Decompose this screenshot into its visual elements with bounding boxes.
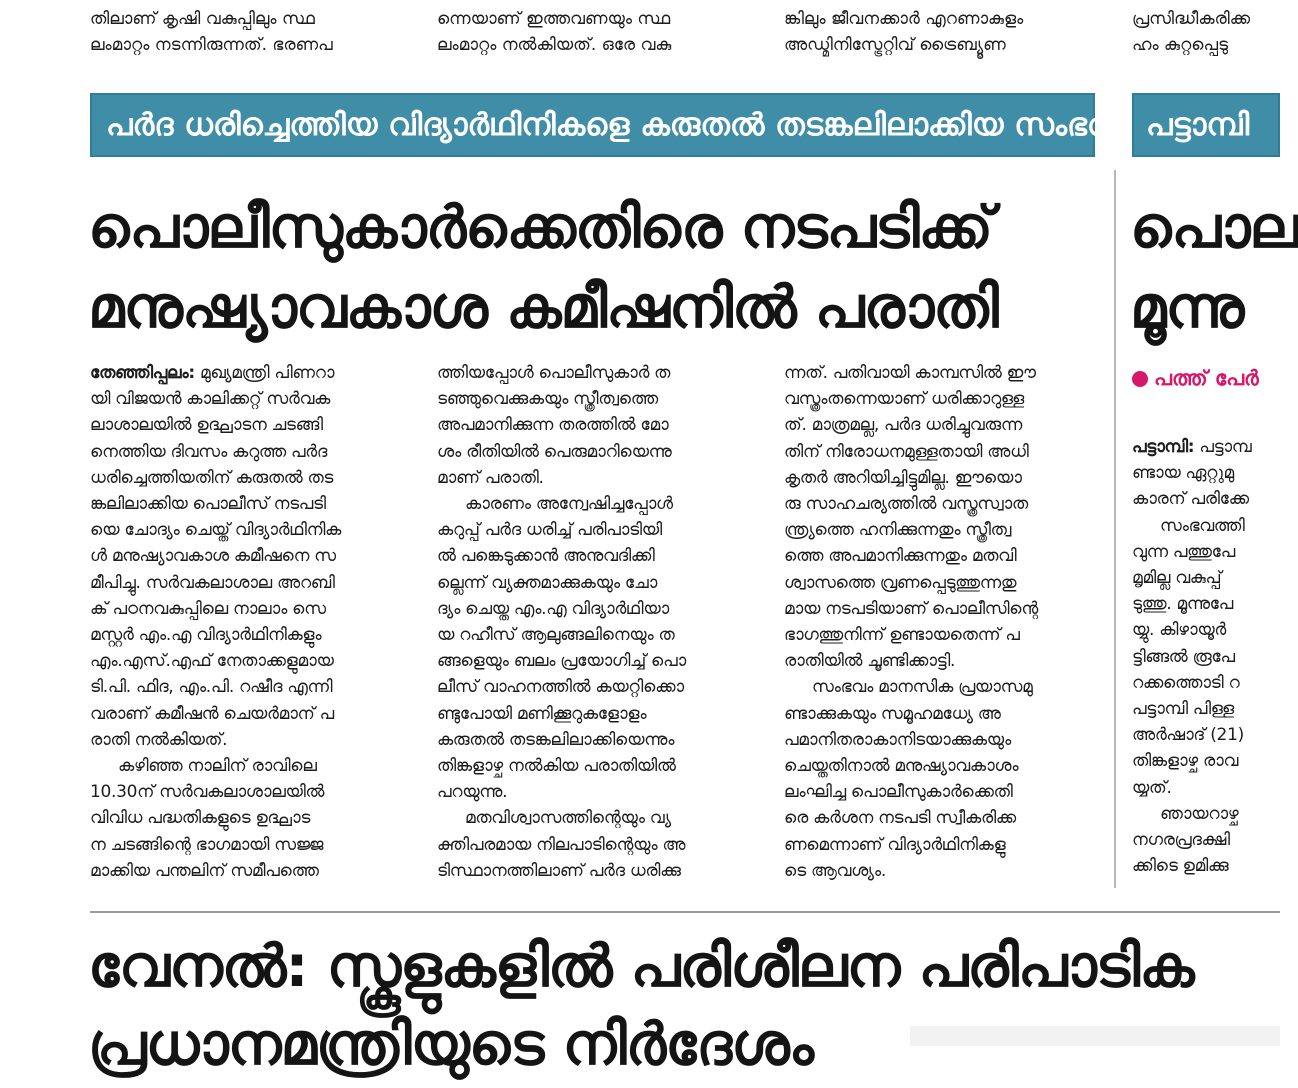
body-line: മീപിച്ചു. സർവകലാശാല അറബി: [90, 572, 335, 593]
body-line: ൽ പങ്കെടുക്കാൻ അനുവദിക്കി: [437, 546, 655, 567]
dateline: തേഞ്ഞിപ്പലം:: [90, 363, 195, 383]
side-subhead: [1132, 366, 1280, 391]
body-line: യ റഹീസ് ആലുങ്ങലിനെയും ത: [437, 625, 675, 646]
body-line: ങ്ങളെയും ബലം പ്രയോഗിച്ച് പൊ: [437, 651, 686, 672]
body-line: ഭാഗത്തുനിന്ന് ഉണ്ടായതെന്ന് പ: [784, 625, 1020, 646]
body-line: ണ്ടുപോയി മണിക്കൂറുകളോളം: [437, 703, 647, 724]
body-line: സംഭവത്തി: [1160, 515, 1245, 536]
top-strip-col2: [437, 6, 757, 58]
main-body-col2: [437, 360, 755, 884]
body-line: ടുത്തു. മൂന്നുപേ: [1132, 594, 1234, 615]
text-line: ന്നെയാണ് ഇത്തവണയും സ്ഥ: [437, 9, 671, 29]
body-line: യ്യത്.: [1132, 777, 1172, 798]
body-line: ണ്ടായ ഏറ്റുമു: [1132, 463, 1234, 484]
body-line: ചെയ്തതിനാൽ മനുഷ്യാവകാശം: [784, 756, 1019, 777]
text-line: ഹം കുറ്റപ്പെടു: [1132, 35, 1228, 55]
body-line: ത്. മാത്രമല്ല, പർദ ധരിച്ചുവരുന്ന: [784, 415, 1022, 436]
text-line: അഡ്മിനിസ്ട്രേറ്റിവ് ട്രൈബ്യൂണ: [784, 35, 1006, 55]
body-line: യെ ചോദ്യം ചെയ്ത് വിദ്യാർഥിനിക: [90, 520, 342, 541]
body-line: മാണ് പരാതി.: [437, 467, 544, 488]
body-line: ലംഘിച്ച പൊലീസുകാർക്കെതി: [784, 782, 1013, 803]
body-line: ക്തിപരമായ നിലപാടിന്റെയും അ: [437, 834, 686, 855]
body-line: തിങ്കളാഴ്ച രാവ: [1132, 751, 1239, 772]
body-line: [90, 360, 408, 386]
body-line: ടെ ആവശ്യം.: [784, 860, 886, 881]
body-line: ത്തിയപ്പോൾ പൊലീസുകാർ ത: [437, 363, 671, 383]
text-line: തിലാണ് കൃഷി വകുപ്പിലും സ്ഥ: [90, 9, 315, 29]
body-line: രാതിയിൽ ചൂണ്ടിക്കാട്ടി.: [784, 651, 956, 672]
body-line: ലാശാലയിൽ ഉദ്ഘാടന ചടങ്ങി: [90, 415, 323, 436]
body-line: ടഞ്ഞുവെക്കുകയും സ്ത്രീത്വത്തെ: [437, 389, 658, 410]
body-line: ശ്വാസത്തെ വ്രണപ്പെടുത്തുന്നതു: [784, 572, 1017, 593]
bottom-headline-line1: വേനൽ: സ്കൂളുകളിൽ പരിശീലന പരിപാടിക: [88, 932, 1194, 1000]
text-line: ലംമാറ്റം നൽകിയത്. ഒരേ വകു: [437, 35, 672, 55]
body-line: ശം രീതിയിൽ പെരുമാറിയെന്നു: [437, 441, 672, 462]
body-line: ട്ടിങ്ങൽ രൂപേ: [1132, 646, 1235, 667]
body-line: നെത്തിയ ദിവസം കറുത്ത പർദ: [90, 441, 328, 462]
column-divider: [1114, 170, 1116, 888]
body-line: യി വിജയൻ കാലിക്കറ്റ് സർവക: [90, 389, 331, 410]
body-line: റക്കത്തൊടി റ: [1132, 672, 1240, 693]
text-line: ലംമാറ്റം നടന്നിരുന്നത്. ഭരണപ: [90, 35, 333, 55]
side-subhead-text: പത്ത് പേർ: [1154, 366, 1259, 390]
top-strip-col4: [1132, 6, 1280, 58]
body-line: പമാനിതരാകാനിടയാക്കുകയും: [784, 729, 1011, 750]
body-line: മതവിശ്വാസത്തിന്റെയും വ്യ: [465, 808, 671, 829]
body-line: ത്തെ അപമാനിക്കുന്നതും മതവി: [784, 546, 1017, 567]
body-line: വിവിധ പദ്ധതികളുടെ ഉദ്ഘാട: [90, 808, 311, 829]
side-body-col: [1132, 434, 1280, 879]
side-headline-line1: പൊല: [1130, 193, 1298, 261]
body-line: അപമാനിക്കുന്ന തരത്തിൽ മോ: [437, 415, 669, 436]
body-line: ഞായറാഴ്ച: [1160, 803, 1239, 824]
body-line: തിന് നിരോധനമുള്ളതായി അധി: [784, 441, 1029, 462]
main-headline-line1: പൊലീസുകാർക്കെതിരെ നടപടിക്ക്: [88, 193, 993, 261]
main-body-col3: [784, 360, 1102, 884]
body-line: ന ചടങ്ങിന്റെ ഭാഗമായി സജ്ജ: [90, 834, 324, 855]
top-strip-col1: [90, 6, 410, 58]
side-kicker-text: പട്ടാമ്പി: [1146, 107, 1250, 143]
body-line: മസ്റ്റർ എം.എ വിദ്യാർഥിനികളും: [90, 625, 322, 646]
main-kicker-banner: [90, 93, 1128, 157]
body-line: മായ നടപടിയാണ് പൊലീസിന്റെ: [784, 598, 1038, 619]
body-line: തിങ്കളാഴ്ച നൽകിയ പരാതിയിൽ: [437, 756, 676, 777]
body-line: [1132, 434, 1280, 460]
body-line: പട്ടാമ്പി പിള്ള: [1132, 699, 1234, 720]
body-line: കാരണം അന്വേഷിച്ചപ്പോൾ: [465, 494, 673, 515]
main-kicker-text: പർദ ധരിച്ചെത്തിയ വിദ്യാർഥിനികളെ കരുതൽ തടങ്കലിലാക്കിയ സംഭവം: [106, 107, 1128, 143]
body-line: ൾ മനുഷ്യാവകാശ കമീഷനെ സ: [90, 546, 336, 567]
body-line: കൃതർ അറിയിച്ചിട്ടുമില്ല. ഈയൊ: [784, 467, 1022, 488]
body-line: എം.എസ്.എഫ് നേതാക്കളുമായ: [90, 651, 334, 672]
side-kicker-banner: [1132, 93, 1280, 157]
body-line: നഗരപ്രദക്ഷി: [1132, 830, 1230, 851]
body-line: ദ്യം ചെയ്ത എം.എ വിദ്യാർഥിയാ: [437, 598, 669, 619]
body-line: ധരിച്ചെത്തിയതിന് കരുതൽ തട: [90, 467, 334, 488]
section-divider: [90, 911, 1280, 913]
body-line: വുന്ന പത്തുപേ: [1132, 541, 1235, 562]
body-line: ടിസ്ഥാനത്തിലാണ് പർദ ധരിക്കു: [437, 860, 681, 881]
body-text: പട്ടാമ്പ: [1199, 437, 1252, 457]
body-line: ടി.പി. ഫിദ, എം.പി. റഷീദ എന്നി: [90, 677, 333, 698]
body-line: മൃമില്ല വകുപ്പ്: [1132, 568, 1222, 589]
side-headline-line2: മൂന്നു: [1130, 273, 1244, 341]
body-line: ങ്കലിലാക്കിയ പൊലീസ് നടപടി: [90, 494, 326, 515]
body-line: മാക്കിയ പന്തലിന് സമീപത്തെ: [90, 860, 319, 881]
body-line: അർഷാദ് (21): [1132, 725, 1244, 746]
body-line: രാതി നൽകിയത്.: [90, 729, 228, 750]
body-line: പറയുന്നു.: [437, 782, 508, 803]
body-line: ണ്ടാക്കുകയും സമൂഹമധ്യേ അ: [784, 703, 1001, 724]
body-text: മുഖ്യമന്ത്രി പിണറാ: [199, 363, 335, 383]
body-line: യ്യു. കിഴായൂർ: [1132, 620, 1227, 641]
body-line: ണമെന്നാണ് വിദ്യാർഥിനികളു: [784, 834, 1006, 855]
body-line: വരാണ് കമീഷൻ ചെയർമാന് പ: [90, 703, 334, 724]
body-line: 10.30ന് സർവകലാശാലയിൽ: [90, 782, 325, 803]
main-body-col1: [90, 360, 408, 884]
body-line: കഴിഞ്ഞ നാലിന് രാവിലെ: [118, 756, 317, 777]
text-line: പ്രസിദ്ധീകരിക്ക: [1132, 9, 1251, 29]
bullet-dot-icon: [1132, 371, 1148, 387]
body-line: ല്ലെന്ന് വ്യക്തമാക്കുകയും ചോ: [437, 572, 657, 593]
text-line: ങ്കിലും ജീവനക്കാർ എറണാകുളം: [784, 9, 1024, 29]
bottom-headline-line2: പ്രധാനമന്ത്രിയുടെ നിർദേശം: [88, 1010, 813, 1078]
side-dateline: പട്ടാമ്പി:: [1132, 437, 1195, 457]
body-line: വസ്ത്രംതന്നെയാണ് ധരിക്കാറുള്ള: [784, 389, 1025, 410]
body-line: കാരന് പരിക്കേ: [1132, 489, 1249, 510]
body-line: കരുതൽ തടങ്കലിലാക്കിയെന്നും: [437, 729, 675, 750]
top-strip-col3: [784, 6, 1104, 58]
body-line: രെ കർശന നടപടി സ്വീകരിക്ക: [784, 808, 1016, 829]
body-line: ലീസ് വാഹനത്തിൽ കയറ്റിക്കൊ: [437, 677, 684, 698]
watermark-strip: [910, 1026, 1280, 1046]
body-line: കറുപ്പ് പർദ ധരിച്ച് പരിപാടിയി: [437, 520, 662, 541]
body-line: രു സാഹചര്യത്തിൽ വസ്ത്രസ്വാത: [784, 494, 1028, 515]
body-line: സംഭവം മാനസിക പ്രയാസമു: [812, 677, 1033, 698]
main-headline-line2: മനുഷ്യാവകാശ കമീഷനിൽ പരാതി: [88, 273, 998, 341]
body-line: ക് പഠനവകുപ്പിലെ നാലാം സെ: [90, 598, 326, 619]
body-line: ന്ത്ര്യത്തെ ഹനിക്കുന്നതും സ്ത്രീത്വ: [784, 520, 1012, 541]
body-line: ന്നത്. പതിവായി കാമ്പസിൽ ഈ: [784, 363, 1036, 383]
body-line: ക്കിടെ ഉമിക്കു: [1132, 856, 1229, 877]
